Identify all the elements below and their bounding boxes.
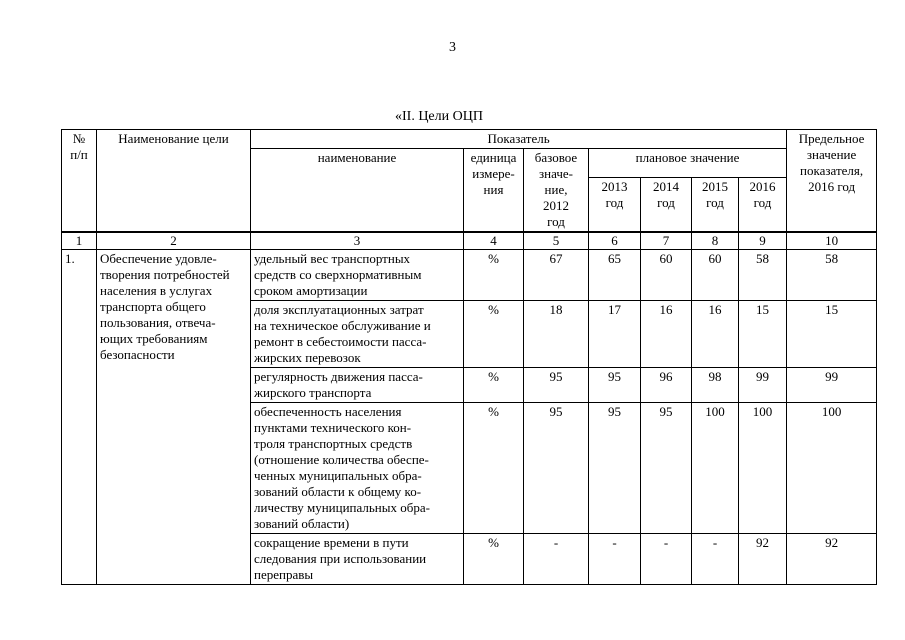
indicator-unit: % [464, 403, 524, 534]
indicator-2015: 16 [692, 301, 739, 368]
goal-name: Обеспечение удовле- творения потребностей населения в услугах транспорта общего пользования, отвеча- ющих требованиям безопасности [97, 250, 251, 585]
indicator-unit: % [464, 368, 524, 403]
page-number: 3 [449, 40, 456, 55]
indicator-2013: 17 [589, 301, 641, 368]
column-number: 2 [97, 232, 251, 250]
table-row [62, 250, 877, 301]
indicator-2016: 58 [739, 250, 787, 301]
indicator-unit: % [464, 301, 524, 368]
indicator-limit: 58 [787, 250, 877, 301]
column-number: 8 [692, 232, 739, 250]
column-number: 5 [524, 232, 589, 250]
indicator-base: 95 [524, 403, 589, 534]
indicator-2015: - [692, 534, 739, 585]
column-number: 3 [251, 232, 464, 250]
column-number: 4 [464, 232, 524, 250]
header-num: № п/п [62, 130, 97, 233]
indicator-limit: 15 [787, 301, 877, 368]
indicator-2015: 100 [692, 403, 739, 534]
indicator-base: 67 [524, 250, 589, 301]
column-numbers-row [62, 232, 877, 250]
indicator-name: регулярность движения пасса- жирского транспорта [251, 368, 464, 403]
indicator-limit: 92 [787, 534, 877, 585]
indicator-unit: % [464, 250, 524, 301]
column-number: 7 [641, 232, 692, 250]
indicator-name: обеспеченность населения пунктами технического кон- троля транспортных средств (отношение количества обеспе- ченных муниципальных обра- зований области к общему ко- личеству муниципальных обра- зований области) [251, 403, 464, 534]
column-number: 10 [787, 232, 877, 250]
indicator-2014: - [641, 534, 692, 585]
header-row-1 [62, 130, 877, 149]
header-2015: 2015 год [692, 178, 739, 232]
indicator-2013: - [589, 534, 641, 585]
header-2014: 2014 год [641, 178, 692, 232]
indicator-2014: 16 [641, 301, 692, 368]
column-number: 6 [589, 232, 641, 250]
header-planned: плановое значение [589, 149, 787, 178]
header-base: базовое значе- ние, 2012 год [524, 149, 589, 233]
section-title: «II. Цели ОЦП [395, 109, 483, 124]
indicator-2016: 15 [739, 301, 787, 368]
indicator-2015: 60 [692, 250, 739, 301]
goals-table [61, 129, 877, 585]
header-2016: 2016 год [739, 178, 787, 232]
indicator-base: - [524, 534, 589, 585]
indicator-2016: 100 [739, 403, 787, 534]
indicator-2014: 95 [641, 403, 692, 534]
header-name: наименование [251, 149, 464, 233]
indicator-name: доля эксплуатационных затрат на техническое обслуживание и ремонт в себестоимости пасса- жирских перевозок [251, 301, 464, 368]
indicator-2014: 96 [641, 368, 692, 403]
header-limit: Предельное значение показателя, 2016 год [787, 130, 877, 233]
header-unit: единица измере- ния [464, 149, 524, 233]
indicator-2016: 92 [739, 534, 787, 585]
indicator-name: сокращение времени в пути следования при использовании переправы [251, 534, 464, 585]
indicator-2014: 60 [641, 250, 692, 301]
indicator-2013: 95 [589, 368, 641, 403]
indicator-limit: 100 [787, 403, 877, 534]
indicator-unit: % [464, 534, 524, 585]
column-number: 9 [739, 232, 787, 250]
indicator-2016: 99 [739, 368, 787, 403]
indicator-limit: 99 [787, 368, 877, 403]
indicator-base: 95 [524, 368, 589, 403]
column-number: 1 [62, 232, 97, 250]
header-indicator: Показатель [251, 130, 787, 149]
indicator-2015: 98 [692, 368, 739, 403]
indicator-2013: 95 [589, 403, 641, 534]
header-goal-name: Наименование цели [97, 130, 251, 233]
goal-number: 1. [62, 250, 97, 585]
indicator-name: удельный вес транспортных средств со сверхнормативным сроком амортизации [251, 250, 464, 301]
header-2013: 2013 год [589, 178, 641, 232]
indicator-2013: 65 [589, 250, 641, 301]
indicator-base: 18 [524, 301, 589, 368]
